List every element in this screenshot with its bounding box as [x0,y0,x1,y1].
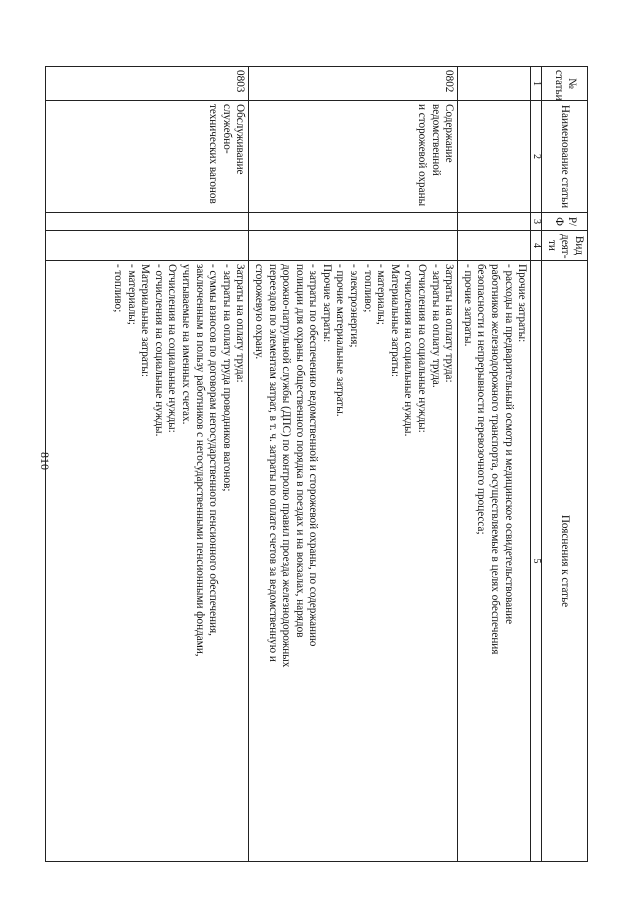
article-name [458,101,531,213]
article-activity [249,231,458,261]
article-code: 0802 [249,67,458,101]
note-line: полиции для охраны общественного порядка в поездах и на вокзалах, нарядов [293,264,306,638]
table-row [249,67,458,862]
note-line: заключенным в пользу работников с негосударственными пенсионными фондами, [193,264,206,657]
article-notes [46,261,249,862]
header-number-4: 4 [531,231,542,261]
article-name-line: и сторожевой охраны [416,104,429,207]
note-line: Затраты на оплату труда: [234,264,247,383]
article-name-line: Обслуживание служебно- [220,104,247,175]
note-line: Прочие затраты: [516,264,529,343]
note-line: - прочие затраты. [461,264,474,347]
rotated-table-page [80,66,588,861]
note-line: дорожно-патрульной службы (ДПС) по контролю правил проезда железнодорожных [280,264,293,668]
article-name [46,101,249,213]
table-row [46,67,249,862]
note-line: работников железнодорожного транспорта, осуществляемые в целях обеспечения [489,264,502,655]
header-number-5: 5 [531,261,542,862]
article-activity [458,231,531,261]
header-article-number: № статьи [542,67,588,101]
note-line: - материалы; [125,264,138,325]
article-activity [46,231,249,261]
note-line: - отчисления на социальные нужды. [152,264,165,437]
note-line: Материальные затраты: [139,264,152,377]
note-line: - затраты на оплату труда проводников вагонов; [220,264,233,492]
note-line: - электроэнергия; [348,264,361,348]
header-article-name: Наименование статьи [542,101,588,213]
note-line: Затраты на оплату труда: [443,264,456,383]
note-line: - расходы на предварительный осмотр и медицинское освидетельствование [502,264,515,625]
header-number-3: 3 [531,213,542,231]
article-rf [249,213,458,231]
header-article-notes: Пояснения к статье [542,261,588,862]
note-line: учитываемые на именных счетах. [179,264,192,425]
note-line: Отчисления на социальные нужды: [166,264,179,433]
note-line: Прочие затраты: [320,264,333,343]
header-rf: Р/ Ф [542,213,588,231]
note-line: - затраты по обеспечению ведомственной и сторожевой охраны, по содержанию [307,264,320,647]
header-activity-type: Вид деят-ти [542,231,588,261]
note-line: - топливо; [361,264,374,313]
expense-articles-table [45,66,588,862]
article-code [458,67,531,101]
page-number: 810 [38,452,52,470]
article-notes [249,261,458,862]
article-rf [46,213,249,231]
note-line: - суммы взносов по договорам негосударственного пенсионного обеспечения, [207,264,220,636]
note-line: - затраты на оплату труда. [429,264,442,388]
note-line: сторожевую охрану. [252,264,265,360]
note-line: - топливо; [112,264,124,313]
header-number-1: 1 [531,67,542,101]
article-rf [458,213,531,231]
article-name-line: технических вагонов [207,104,220,204]
article-code: 0803 [46,67,249,101]
header-number-2: 2 [531,101,542,213]
article-notes [458,261,531,862]
note-line: - прочие материальные затраты. [334,264,347,417]
note-line: безопасности и непрерывности перевозочного процесса; [475,264,488,535]
article-name-line: Содержание ведомственной [429,104,456,176]
note-line: переездов по элементам затрат, в т. ч. затраты по оплате счетов за ведомственную и [266,264,279,662]
note-line: - материалы; [375,264,388,325]
table-row [458,67,531,862]
note-line: Материальные затраты: [388,264,401,377]
note-line: Отчисления на социальные нужды: [416,264,429,433]
note-line: - отчисления на социальные нужды. [402,264,415,437]
article-name [249,101,458,213]
